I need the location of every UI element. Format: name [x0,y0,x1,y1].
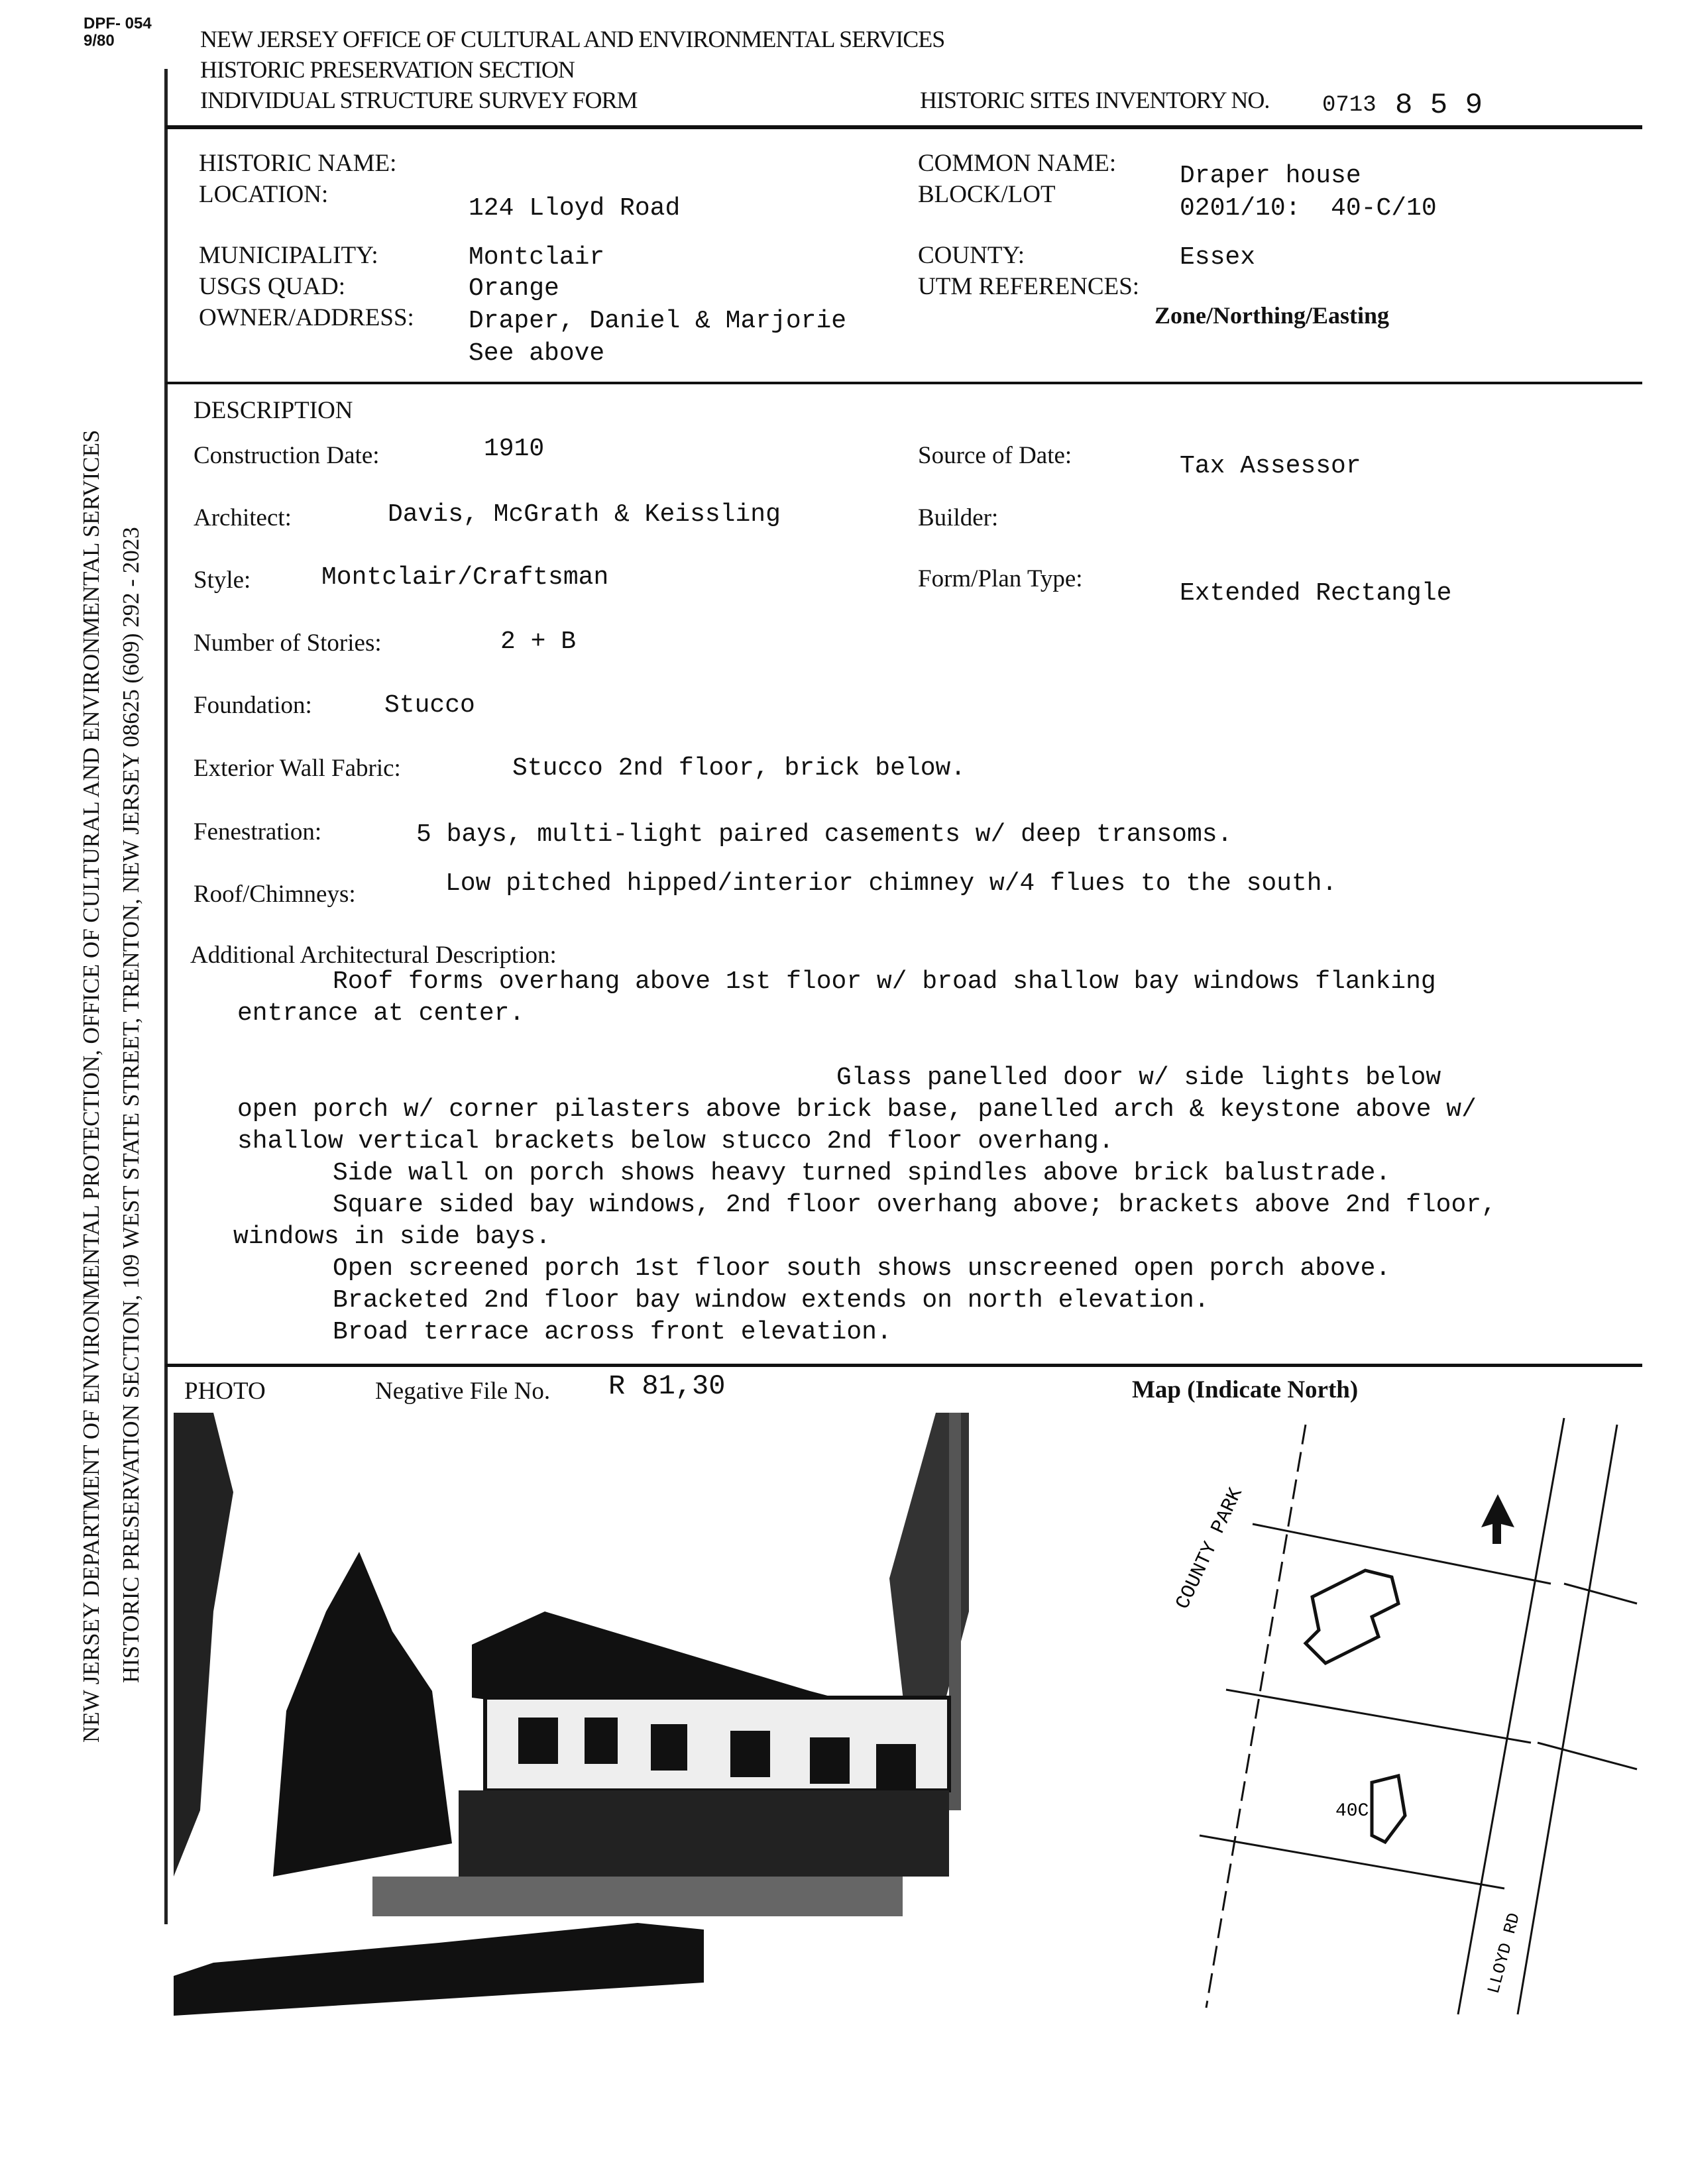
left-border [164,69,168,1924]
inventory-number: 8 5 9 [1395,89,1483,122]
map-label: Map (Indicate North) [1132,1376,1359,1403]
map-street-lloyd: LLOYD RD [1483,1910,1525,1996]
description-heading: DESCRIPTION [194,397,353,424]
architect-value: Davis, McGrath & Keissling [388,500,781,529]
additional-line: shallow vertical brackets below stucco 2nd floor overhang. [237,1127,1114,1156]
additional-line: Broad terrace across front elevation. [333,1318,892,1346]
stories-value: 2 + B [500,628,577,656]
form-title: INDIVIDUAL STRUCTURE SURVEY FORM [200,87,638,113]
divider [166,382,1642,384]
foundation-label: Foundation: [194,692,312,719]
additional-line: windows in side bays. [233,1223,551,1251]
utm-subheading: Zone/Northing/Easting [1154,302,1390,329]
additional-line: Roof forms overhang above 1st floor w/ broad shallow bay windows flanking [333,967,1436,996]
site-map [1087,1411,1644,2021]
block-lot-label: BLOCK/LOT [918,181,1056,208]
north-arrow-icon [1481,1494,1514,1544]
location-label: LOCATION: [199,181,329,208]
negative-number: R 81,30 [608,1370,726,1402]
additional-line: Side wall on porch shows heavy turned spindles above brick balustrade. [333,1159,1391,1187]
divider [166,125,1642,129]
historic-name-label: HISTORIC NAME: [199,150,397,177]
inventory-prefix: 0713 [1322,93,1377,118]
style-value: Montclair/Craftsman [321,563,609,592]
wall-label: Exterior Wall Fabric: [194,755,401,782]
fenestration-label: Fenestration: [194,818,322,846]
builder-label: Builder: [918,504,999,531]
foundation-value: Stucco [384,691,475,720]
side-text-2: HISTORIC PRESERVATION SECTION, 109 WEST STATE STREET, TRENTON, NEW JERSEY 08625 (609) 292 - 2023 [118,527,144,1683]
county-label: COUNTY: [918,242,1025,269]
form-plan-label: Form/Plan Type: [918,565,1083,592]
common-name-label: COMMON NAME: [918,150,1117,177]
source-label: Source of Date: [918,442,1072,469]
photo-label: PHOTO [184,1378,266,1405]
inventory-label: HISTORIC SITES INVENTORY NO. [920,87,1270,113]
municipality-value: Montclair [469,243,605,272]
stories-label: Number of Stories: [194,629,382,657]
map-lot-label: 40C [1335,1801,1369,1822]
owner-address: See above [469,339,605,368]
construction-value: 1910 [484,435,545,463]
source-value: Tax Assessor [1180,452,1361,480]
form-date: 9/80 [84,32,115,50]
form-plan-value: Extended Rectangle [1180,579,1452,608]
usgs-value: Orange [469,274,559,303]
common-name-value: Draper house [1180,162,1361,190]
additional-line: entrance at center. [237,999,525,1028]
house-photo [174,1413,969,2016]
architect-label: Architect: [194,504,292,531]
form-code: DPF- 054 [84,15,152,32]
map-street-park: COUNTY PARK [1172,1484,1248,1613]
negative-label: Negative File No. [375,1378,551,1405]
additional-line: Glass panelled door w/ side lights below [836,1064,1441,1092]
additional-line: Bracketed 2nd floor bay window extends on north elevation. [333,1286,1210,1315]
wall-value: Stucco 2nd floor, brick below. [512,754,966,783]
fenestration-value: 5 bays, multi-light paired casements w/ deep transoms. [416,820,1233,849]
county-value: Essex [1180,243,1256,272]
location-value: 124 Lloyd Road [469,194,681,223]
municipality-label: MUNICIPALITY: [199,242,378,269]
block-lot-value: 0201/10: 40-C/10 [1180,194,1437,223]
utm-label: UTM REFERENCES: [918,273,1140,300]
owner-value: Draper, Daniel & Marjorie [469,307,847,335]
roof-label: Roof/Chimneys: [194,881,356,908]
side-text-1: NEW JERSEY DEPARTMENT OF ENVIRONMENTAL PROTECTION, OFFICE OF CULTURAL AND ENVIRONMENTAL SERVICES [78,429,104,1743]
style-label: Style: [194,567,251,594]
owner-label: OWNER/ADDRESS: [199,304,414,331]
divider [166,1364,1642,1367]
additional-line: open porch w/ corner pilasters above brick base, panelled arch & keystone above w/ [237,1095,1477,1124]
agency-title: NEW JERSEY OFFICE OF CULTURAL AND ENVIRONMENTAL SERVICES [200,26,945,52]
section-title: HISTORIC PRESERVATION SECTION [200,56,575,83]
additional-line: Square sided bay windows, 2nd floor overhang above; brackets above 2nd floor, [333,1191,1496,1219]
usgs-label: USGS QUAD: [199,273,346,300]
roof-value: Low pitched hipped/interior chimney w/4 flues to the south. [445,869,1337,898]
construction-label: Construction Date: [194,442,380,469]
additional-line: Open screened porch 1st floor south shows unscreened open porch above. [333,1254,1391,1283]
additional-label: Additional Architectural Description: [190,942,557,969]
